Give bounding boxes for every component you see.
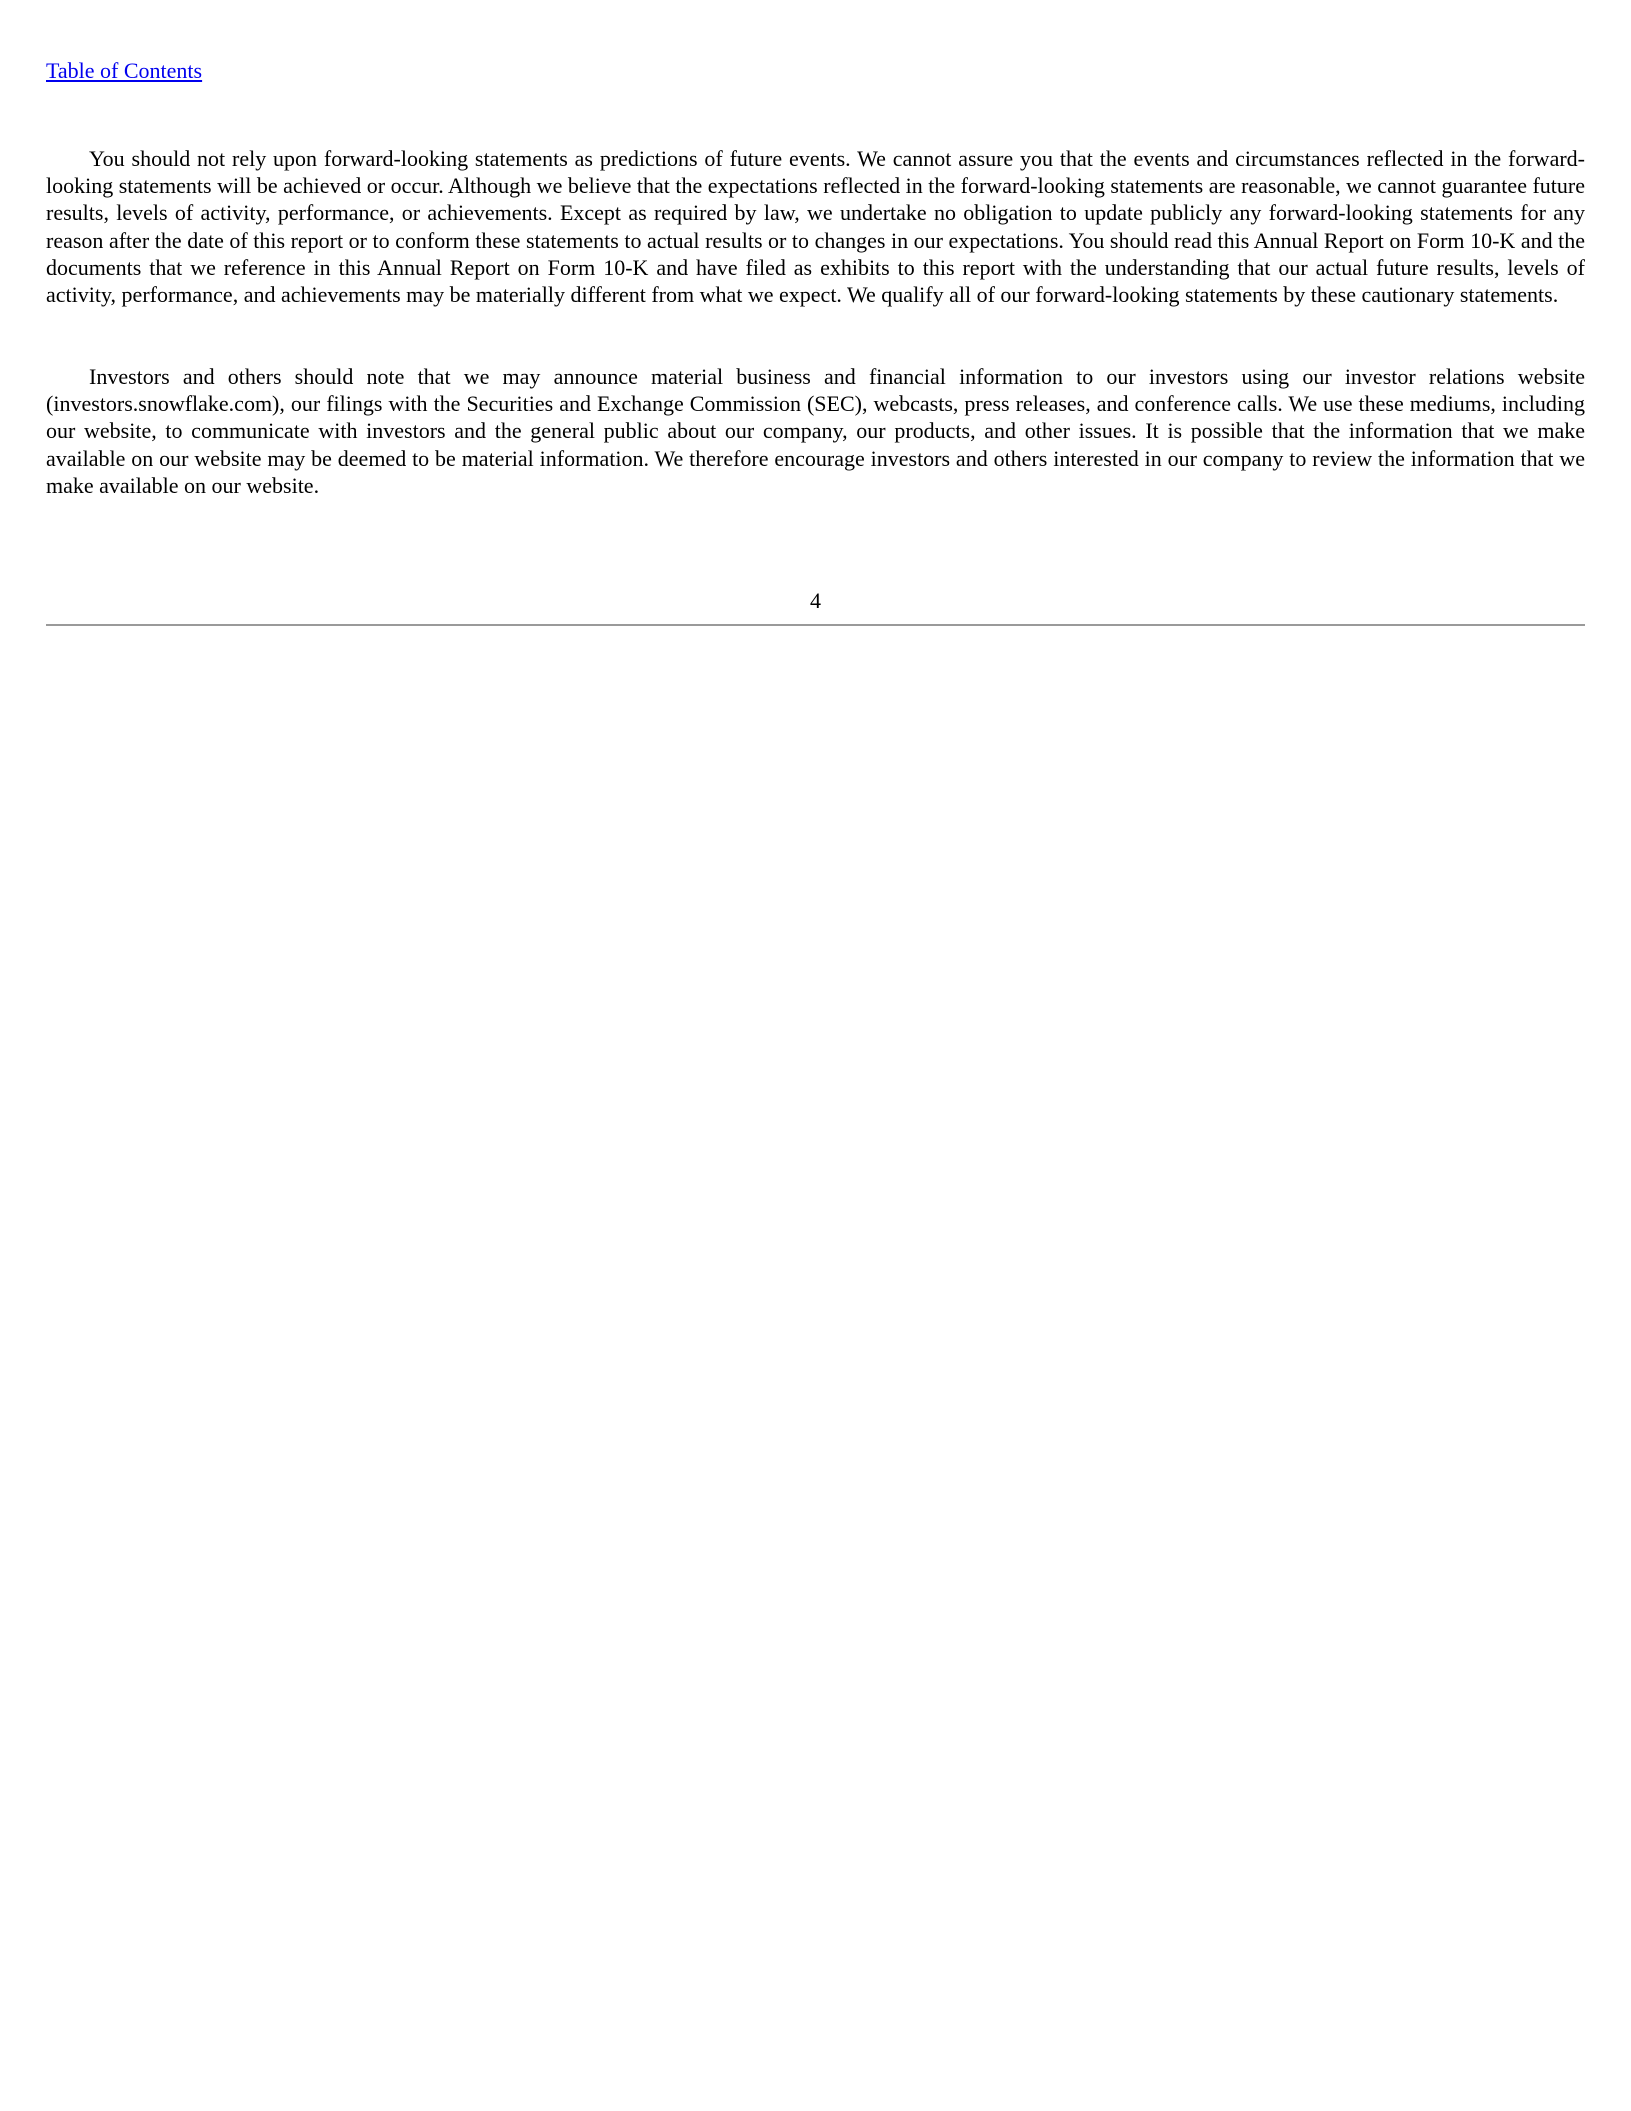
investor-communications-paragraph: Investors and others should note that we may announce material business and financial information to our investors using our investor relations website (investors.snowflake.com), our filings with the Securities and Exchange Commission (SEC), webcasts, press releases, and conference calls. We use these mediums, including our website, to communicate with investors and the general public about our company, our products, and other issues. It is possible that the information that we make available on our website may be deemed to be material information. We therefore encourage investors and others interested in our company to review the information that we make available on our website. xyxy=(46,364,1585,498)
forward-looking-statements-paragraph: You should not rely upon forward-looking statements as predictions of future events. We cannot assure you that the events and circumstances reflected in the forward-looking statements will be achieved or occur. Although we believe that the expectations reflected in the forward-looking statements are reasonable, we cannot guarantee future results, levels of activity, performance, or achievements. Except as required by law, we undertake no obligation to update publicly any forward-looking statements for any reason after the date of this report or to conform these statements to actual results or to changes in our expectations. You should read this Annual Report on Form 10-K and the documents that we reference in this Annual Report on Form 10-K and have filed as exhibits to this report with the understanding that our actual future results, levels of activity, performance, and achievements may be materially different from what we expect. We qualify all of our forward-looking statements by these cautionary statements. xyxy=(46,146,1585,308)
table-of-contents-link[interactable]: Table of Contents xyxy=(46,58,203,83)
page-number: 4 xyxy=(810,588,821,613)
page-divider xyxy=(46,624,1585,626)
